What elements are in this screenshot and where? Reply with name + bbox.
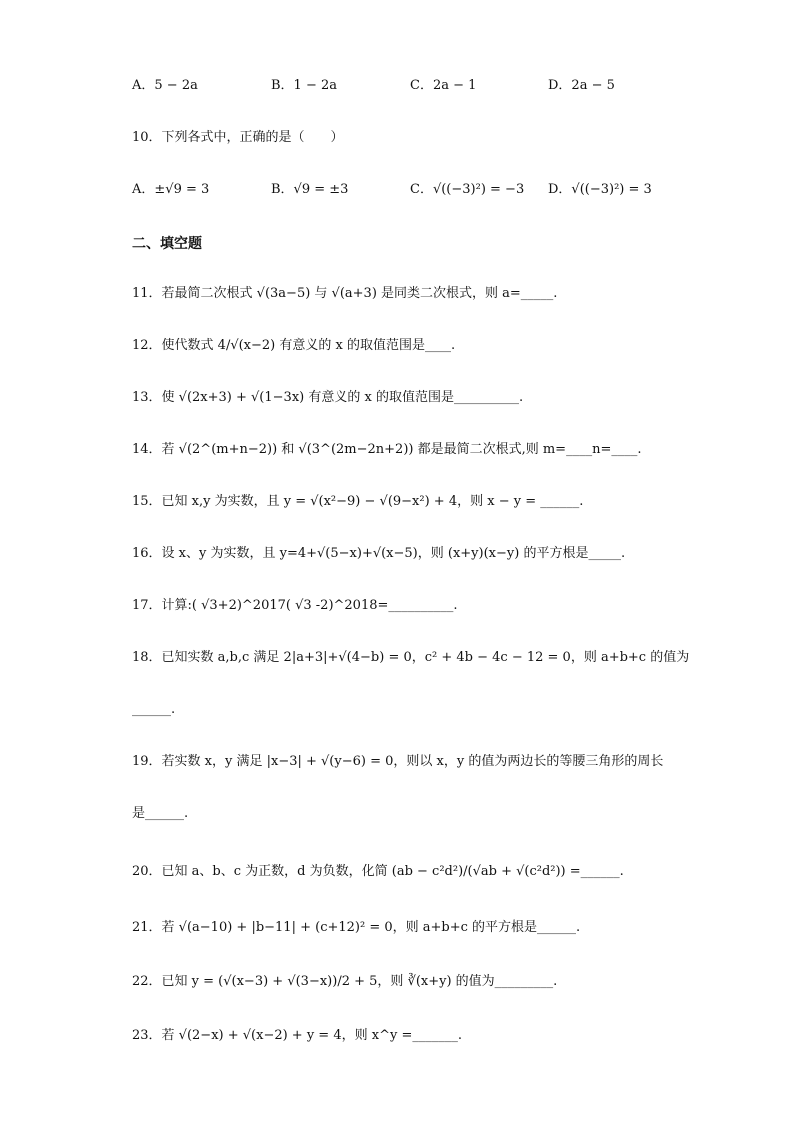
question-17: 17．计算:( √3+2)^2017( √3 -2)^2018=__________. xyxy=(132,598,458,613)
question-19: 19．若实数 x，y 满足 |x−3| + √(y−6) = 0，则以 x，y 的值为两边长的等腰三角形的周长 xyxy=(132,754,664,769)
question-22: 22．已知 y = (√(x−3) + √(3−x))/2 + 5，则 ∛(x+y) 的值为_________. xyxy=(132,974,558,989)
q10-stem: 10．下列各式中，正确的是（ ） xyxy=(132,130,344,145)
question-20: 20．已知 a、b、c 为正数，d 为负数，化简 (ab − c²d²)/(√ab + √(c²d²)) =______. xyxy=(132,864,624,879)
question-12: 12．使代数式 4/√(x−2) 有意义的 x 的取值范围是____. xyxy=(132,338,456,353)
q9-option-c: C．2a − 1 xyxy=(410,78,477,93)
section-title: 二、填空题 xyxy=(132,236,202,252)
q10-option-d: D．√((−3)²) = 3 xyxy=(548,182,652,197)
q10-option-a: A．±√9 = 3 xyxy=(132,182,210,197)
q9-option-d: D．2a − 5 xyxy=(548,78,615,93)
question-18: 18．已知实数 a,b,c 满足 2|a+3|+√(4−b) = 0，c² + 4b − 4c − 12 = 0，则 a+b+c 的值为 xyxy=(132,650,690,665)
q9-option-b: B．1 − 2a xyxy=(271,78,338,93)
q9-option-a: A．5 − 2a xyxy=(132,78,198,93)
question-23: 23．若 √(2−x) + √(x−2) + y = 4，则 x^y =_______. xyxy=(132,1028,462,1043)
question-13: 13．使 √(2x+3) + √(1−3x) 有意义的 x 的取值范围是__________. xyxy=(132,390,524,405)
question-18-answer-line: ______. xyxy=(132,702,176,717)
question-21: 21．若 √(a−10) + |b−11| + (c+12)² = 0，则 a+b+c 的平方根是______. xyxy=(132,920,581,935)
question-16: 16．设 x、y 为实数，且 y=4+√(5−x)+√(x−5)，则 (x+y)(x−y) 的平方根是_____. xyxy=(132,546,626,561)
question-11: 11．若最简二次根式 √(3a−5) 与 √(a+3) 是同类二次根式，则 a=_____. xyxy=(132,286,558,301)
q10-option-b: B．√9 = ±3 xyxy=(271,182,349,197)
q10-option-c: C．√((−3)²) = −3 xyxy=(410,182,525,197)
question-15: 15．已知 x,y 为实数，且 y = √(x²−9) − √(9−x²) + 4，则 x − y = ______. xyxy=(132,494,584,509)
question-14: 14．若 √(2^(m+n−2)) 和 √(3^(2m−2n+2)) 都是最简二次根式,则 m=____n=____. xyxy=(132,442,642,457)
question-19-answer-line: 是______. xyxy=(132,806,189,821)
